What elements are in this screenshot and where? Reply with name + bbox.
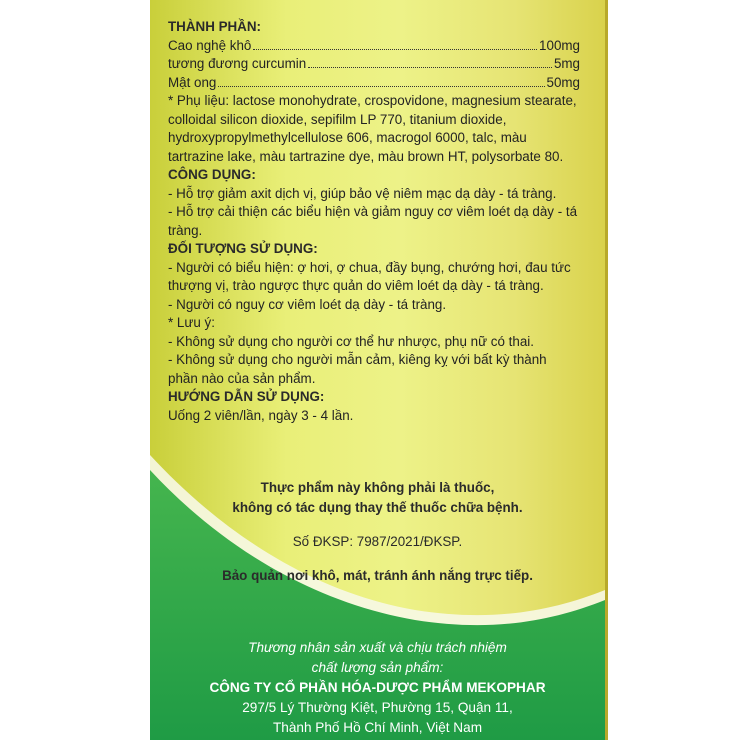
- dot-leader: [253, 49, 537, 50]
- product-label-panel: [150, 0, 608, 740]
- usage-text: Uống 2 viên/lần, ngày 3 - 4 lần.: [168, 407, 354, 423]
- ingredient-name: Cao nghệ khô: [168, 37, 252, 53]
- note-item: - Không sử dụng cho người cơ thể hư nhược, phụ nữ có thai.: [168, 333, 534, 349]
- footer-responsibility-line: Thương nhân sản xuất và chịu trách nhiệm: [248, 640, 507, 655]
- ingredient-row: [168, 37, 580, 56]
- company-address: 297/5 Lý Thường Kiệt, Phường 15, Quận 11,: [242, 700, 513, 715]
- note-label: * Lưu ý:: [168, 315, 215, 330]
- target-heading: ĐỐI TƯỢNG SỬ DỤNG:: [168, 241, 318, 256]
- dot-leader: [308, 67, 552, 68]
- uses-item: - Hỗ trợ giảm axit dịch vị, giúp bảo vệ niêm mạc dạ dày - tá tràng.: [168, 185, 557, 201]
- uses-item: - Hỗ trợ cải thiện các biểu hiện và giảm nguy cơ viêm loét dạ dày - tá tràng.: [168, 204, 578, 238]
- notice-line: Thực phẩm này không phải là thuốc,: [260, 480, 495, 495]
- ingredient-amount: 5mg: [553, 56, 580, 71]
- ingredient-row: [168, 55, 580, 74]
- notice-line: không có tác dụng thay thế thuốc chữa bệnh.: [232, 500, 523, 515]
- target-item: - Người có biểu hiện: ợ hơi, ợ chua, đầy bụng, chướng hơi, đau tức thượng vị, trào ngược thực quản do viêm loét dạ dày - tá tràng.: [168, 259, 571, 293]
- registration-number: Số ĐKSP: 7987/2021/ĐKSP.: [292, 534, 463, 549]
- note-item: - Không sử dụng cho người mẫn cảm, kiêng kỵ với bất kỳ thành phần nào của sản phẩm.: [168, 352, 547, 386]
- target-item: - Người có nguy cơ viêm loét dạ dày - tá tràng.: [168, 296, 447, 312]
- excipients-text: * Phụ liệu: lactose monohydrate, crospovidone, magnesium stearate, colloidal silicon dioxide, sepifilm LP 770, titanium dioxide, hydroxypropylmethylcellulose 606, macrogol 6000, talc, màu tartrazine lake, màu tartrazine dye, màu brown HT, polysorbate 80.: [168, 93, 577, 164]
- company-address: Thành Phố Hồ Chí Minh, Việt Nam: [272, 720, 483, 735]
- ingredient-name: tương đương curcumin: [168, 56, 307, 71]
- ingredients-heading: THÀNH PHẦN:: [168, 19, 261, 34]
- label-content: [168, 18, 580, 425]
- dot-leader: [218, 86, 544, 87]
- notice-block: [150, 478, 605, 586]
- ingredient-name: Mật ong: [168, 74, 217, 90]
- uses-heading: CÔNG DỤNG:: [168, 167, 256, 182]
- ingredient-amount: 100mg: [539, 37, 580, 53]
- ingredient-amount: 50mg: [546, 74, 580, 90]
- company-name: CÔNG TY CỔ PHẦN HÓA-DƯỢC PHẨM MEKOPHAR: [209, 680, 546, 695]
- manufacturer-footer: [150, 638, 605, 738]
- footer-responsibility-line: chất lượng sản phẩm:: [311, 660, 444, 675]
- storage-instructions: Bảo quản nơi khô, mát, tránh ánh nắng trực tiếp.: [222, 568, 533, 583]
- usage-heading: HƯỚNG DẪN SỬ DỤNG:: [168, 389, 325, 404]
- ingredient-row: [168, 74, 580, 93]
